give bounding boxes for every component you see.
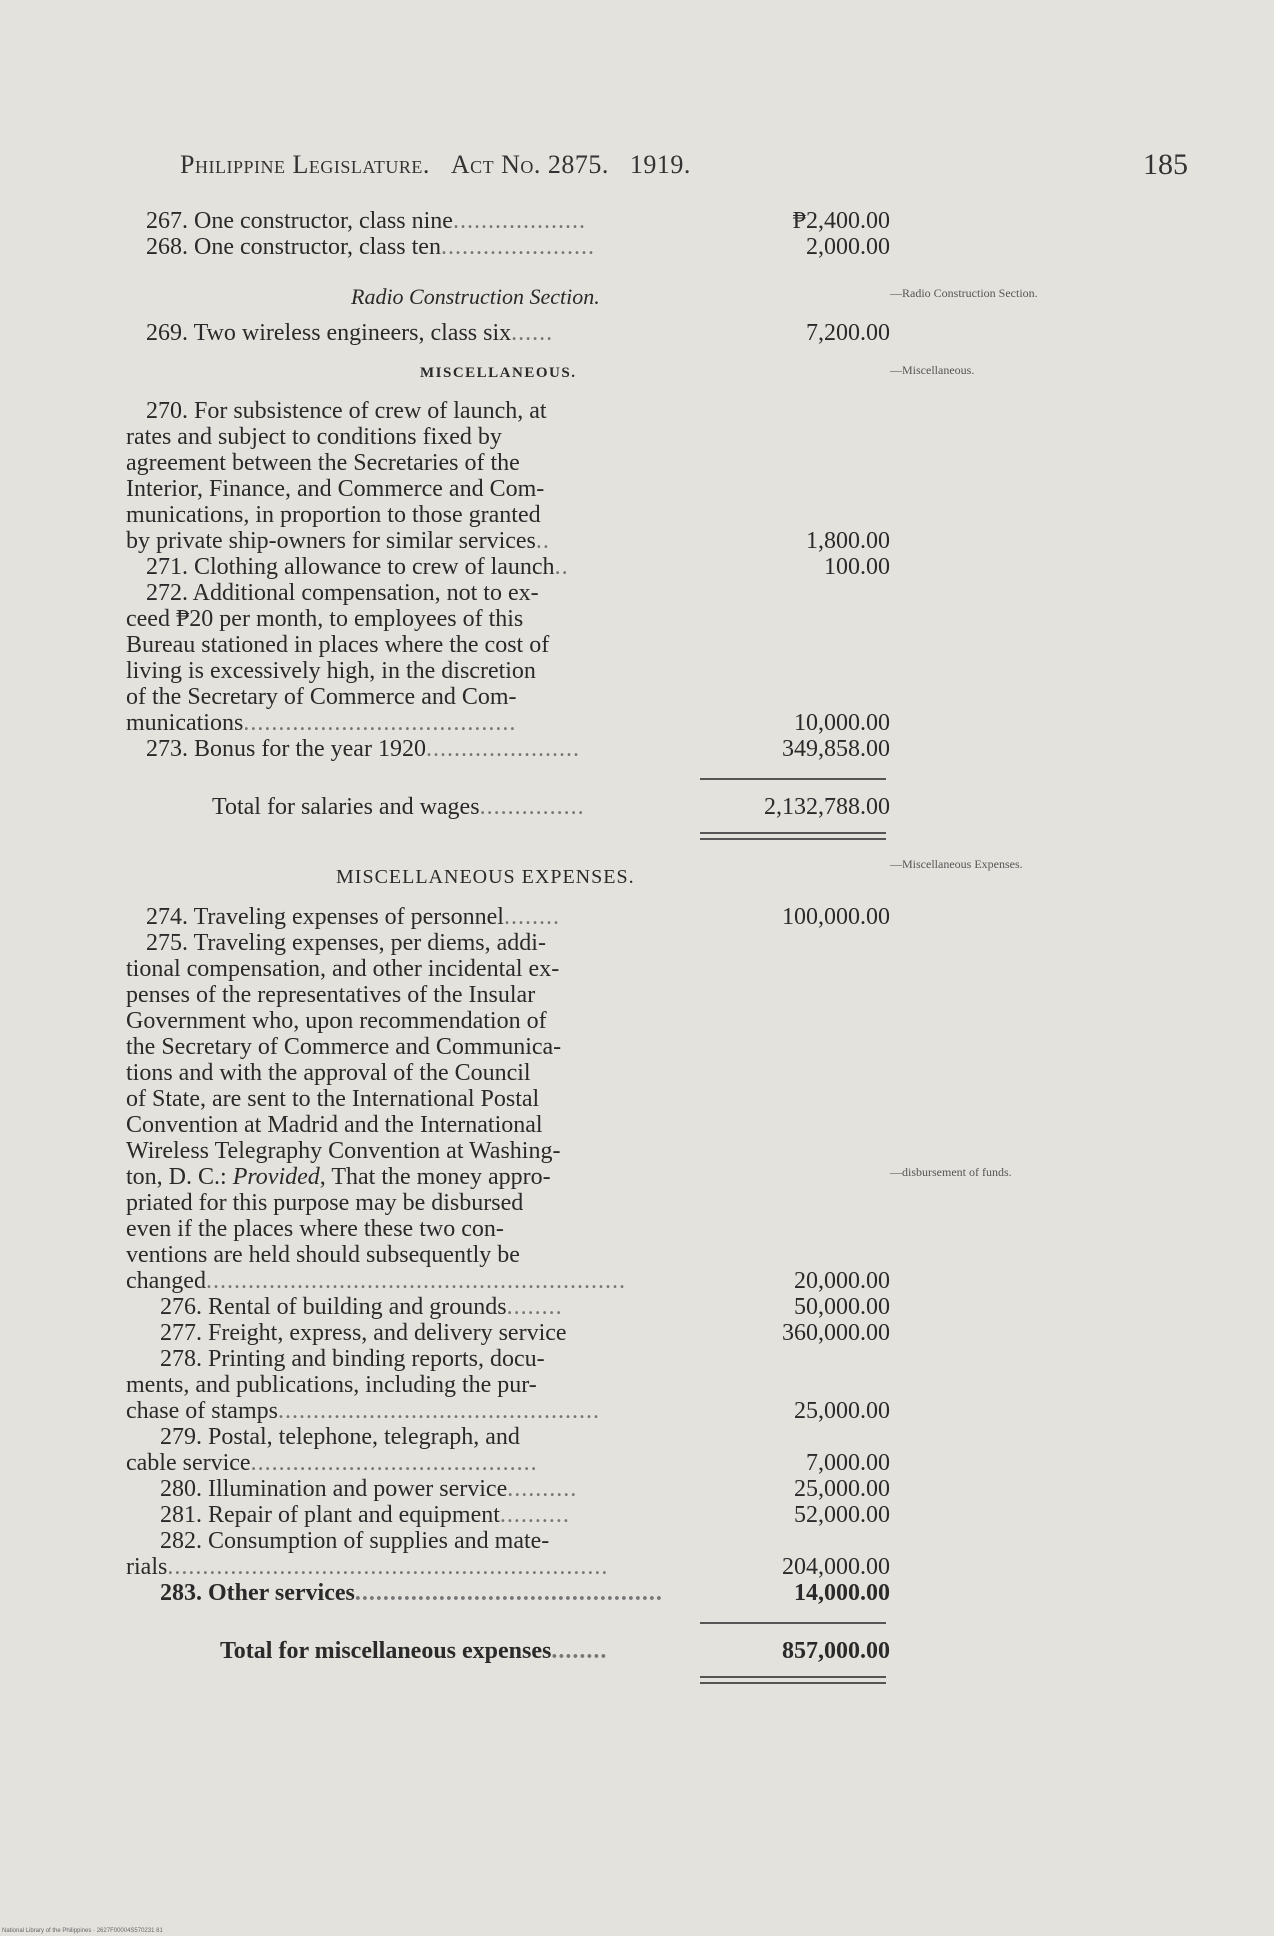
item-278-line-2: ments, and publications, including the pur-: [126, 1372, 537, 1398]
item-272-line-3: Bureau stationed in places where the cost of: [126, 632, 550, 658]
amount-281: 52,000.00: [794, 1502, 890, 1528]
miscellaneous-expenses-heading: MISCELLANEOUS EXPENSES.: [336, 866, 635, 888]
item-275-line-8: Convention at Madrid and the International: [126, 1112, 543, 1138]
scan-footer: National Library of the Philippines · 2627F00004S570231 81: [2, 1928, 163, 1934]
item-270-line-1: 270. For subsistence of crew of launch, at: [146, 398, 547, 424]
total-misc-amount: 857,000.00: [782, 1638, 890, 1664]
margin-note-misc-expenses: —Miscellaneous Expenses.: [890, 857, 1023, 871]
item-278-line-3: chase of stamps..............................................: [126, 1398, 600, 1424]
item-275-line-9: Wireless Telegraphy Convention at Washing-: [126, 1138, 561, 1164]
running-header: [180, 150, 691, 180]
item-270-line-4: Interior, Finance, and Commerce and Com-: [126, 476, 545, 502]
item-275-line-4: Government who, upon recommendation of: [126, 1008, 547, 1034]
subtotal-rule: [700, 778, 886, 780]
total-misc-rule-1: [700, 1676, 886, 1678]
page-number: 185: [1143, 148, 1188, 181]
amount-276: 50,000.00: [794, 1294, 890, 1320]
item-283: 283. Other services............................................: [160, 1580, 663, 1606]
item-272-line-2: ceed ₱20 per month, to employees of this: [126, 606, 524, 632]
item-270-line-2: rates and subject to conditions fixed by: [126, 424, 502, 450]
header-title: Philippine Legislature.: [180, 150, 430, 179]
amount-278: 25,000.00: [794, 1398, 890, 1424]
item-275-line-7: of State, are sent to the International Postal: [126, 1086, 540, 1112]
margin-note-radio: —Radio Construction Section.: [890, 286, 1038, 300]
total-salaries-label: Total for salaries and wages...............: [212, 794, 585, 820]
item-276: 276. Rental of building and grounds........: [160, 1294, 563, 1320]
total-salaries-amount: 2,132,788.00: [764, 794, 890, 820]
amount-272: 10,000.00: [794, 710, 890, 736]
header-act: Act No. 2875.: [450, 150, 609, 179]
item-275-line-13: ventions are held should subsequently be: [126, 1242, 520, 1268]
total-misc-label: Total for miscellaneous expenses........: [220, 1638, 608, 1664]
item-282-line-1: 282. Consumption of supplies and mate-: [160, 1528, 550, 1554]
item-272-line-6: munications.......................................: [126, 710, 517, 736]
margin-note-misc: —Miscellaneous.: [890, 363, 975, 377]
amount-280: 25,000.00: [794, 1476, 890, 1502]
item-275-line-3: penses of the representatives of the Insular: [126, 982, 536, 1008]
total-rule-1: [700, 832, 886, 834]
item-273: 273. Bonus for the year 1920......................: [146, 736, 580, 762]
item-270-line-6: by private ship-owners for similar services..: [126, 528, 550, 554]
item-275-line-11: priated for this purpose may be disbursed: [126, 1190, 524, 1216]
item-272-line-1: 272. Additional compensation, not to ex-: [146, 580, 539, 606]
miscellaneous-heading: MISCELLANEOUS.: [420, 365, 577, 381]
total-misc-rule-2: [700, 1682, 886, 1684]
subtotal-rule-misc: [700, 1622, 886, 1624]
item-278-line-1: 278. Printing and binding reports, docu-: [160, 1346, 545, 1372]
item-275-line-6: tions and with the approval of the Council: [126, 1060, 531, 1086]
item-274: 274. Traveling expenses of personnel........: [146, 904, 560, 930]
amount-268: 2,000.00: [806, 234, 890, 260]
amount-270: 1,800.00: [806, 528, 890, 554]
item-271: 271. Clothing allowance to crew of launch..: [146, 554, 569, 580]
amount-274: 100,000.00: [782, 904, 890, 930]
amount-283: 14,000.00: [794, 1580, 890, 1606]
item-277: 277. Freight, express, and delivery service: [160, 1320, 567, 1346]
item-269: 269. Two wireless engineers, class six......: [146, 320, 554, 346]
item-275-line-10: ton, D. C.: Provided, That the money appro-: [126, 1164, 551, 1190]
total-rule-2: [700, 838, 886, 840]
radio-construction-heading: Radio Construction Section.: [351, 284, 600, 309]
amount-273: 349,858.00: [782, 736, 890, 762]
header-year: 1919.: [629, 150, 691, 179]
item-279-line-1: 279. Postal, telephone, telegraph, and: [160, 1424, 520, 1450]
amount-275: 20,000.00: [794, 1268, 890, 1294]
item-275-line-5: the Secretary of Commerce and Communica-: [126, 1034, 562, 1060]
item-275-line-14: changed............................................................: [126, 1268, 626, 1294]
item-279-line-2: cable service.........................................: [126, 1450, 538, 1476]
item-280: 280. Illumination and power service..........: [160, 1476, 578, 1502]
item-270-line-3: agreement between the Secretaries of the: [126, 450, 520, 476]
item-268: 268. One constructor, class ten......................: [146, 234, 595, 260]
amount-277: 360,000.00: [782, 1320, 890, 1346]
item-272-line-5: of the Secretary of Commerce and Com-: [126, 684, 517, 710]
item-281: 281. Repair of plant and equipment..........: [160, 1502, 570, 1528]
item-267: 267. One constructor, class nine...................: [146, 208, 586, 234]
amount-267: ₱2,400.00: [792, 208, 890, 234]
margin-note-disbursement: —disbursement of funds.: [890, 1165, 1012, 1179]
amount-279: 7,000.00: [806, 1450, 890, 1476]
amount-269: 7,200.00: [806, 320, 890, 346]
amount-282: 204,000.00: [782, 1554, 890, 1580]
item-275-line-2: tional compensation, and other incidental ex-: [126, 956, 560, 982]
item-272-line-4: living is excessively high, in the discretion: [126, 658, 536, 684]
amount-271: 100.00: [824, 554, 890, 580]
item-270-line-5: munications, in proportion to those granted: [126, 502, 541, 528]
provided-italic: Provided: [232, 1164, 320, 1190]
item-282-line-2: rials...............................................................: [126, 1554, 609, 1580]
item-275-line-1: 275. Traveling expenses, per diems, addi-: [146, 930, 546, 956]
item-275-line-12: even if the places where these two con-: [126, 1216, 504, 1242]
